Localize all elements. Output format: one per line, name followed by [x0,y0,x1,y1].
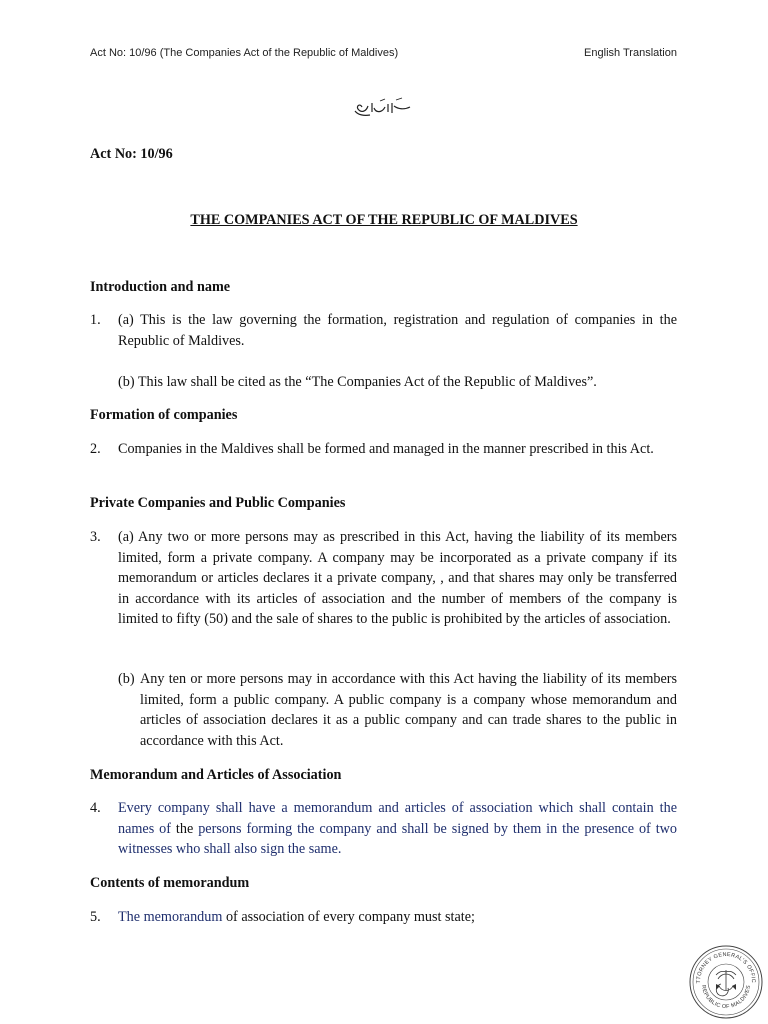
section-number-3: 3. [90,529,101,545]
section-5-text [118,907,677,928]
seal-top-text: TTORNEY GENERAL'S OFFIC [695,951,757,984]
section-3b-text: Any ten or more persons may in accordance with this Act having the liability of its members limited, form a public company. A public company is a company whose memorandum and articles of association declares it as a public company and can trade shares to the public in accordance with this Act. [140,671,677,749]
attorney-general-seal [688,944,764,1020]
section-5-text-part2: of association of every company must state; [222,909,475,925]
section-1b-text: (b) This law shall be cited as the “The Companies Act of the Republic of Maldives”. [118,374,597,390]
section-2-text: Companies in the Maldives shall be formed and managed in the manner prescribed in this Act. [118,441,654,457]
section-1a-text: (a) This is the law governing the formation, registration and regulation of companies in the Republic of Maldives. [118,312,677,349]
section-3a-text: (a) Any two or more persons may as prescribed in this Act, having the liability of its members limited, form a private company. A company may be incorporated as a private company if its memorandum or articles declares it a private company, , and that shares may only be transferred in accordance with its articles of association and the number of members of the company is limited to fifty (50) and the sale of shares to the public is prohibited by the articles of association. [118,529,677,627]
section-4-text-part3: persons forming the company and shall be signed by them in the presence of two witnesses who shall also sign the same. [118,820,677,857]
running-header-translation: English Translation [584,47,677,59]
section-number-1: 1. [90,312,101,328]
heading-formation: Formation of companies [90,407,238,423]
section-3b-paragraph [118,669,677,751]
section-3b-label: (b) [118,671,135,687]
act-title: THE COMPANIES ACT OF THE REPUBLIC OF MALDIVES [190,212,578,228]
heading-introduction: Introduction and name [90,279,231,295]
running-header-title: Act No: 10/96 (The Companies Act of the Republic of Maldives) [90,47,399,59]
section-number-5: 5. [90,909,101,925]
heading-private-public: Private Companies and Public Companies [90,495,346,511]
act-number: Act No: 10/96 [90,146,173,162]
section-4-text-part1: Every company shall have a memorandum and articles of association which shall contain the names of [118,800,677,837]
heading-memorandum: Memorandum and Articles of Association [90,767,342,783]
section-5-text-part1: The memorandum [118,909,223,925]
section-number-4: 4. [90,800,101,816]
section-number-2: 2. [90,441,101,457]
heading-contents: Contents of memorandum [90,875,250,891]
basmala-calligraphy [352,95,412,121]
section-4-text [118,798,677,860]
seal-bottom-text: REPUBLIC OF MALDIVES [699,984,753,1011]
section-4-text-part2: the [171,820,199,837]
